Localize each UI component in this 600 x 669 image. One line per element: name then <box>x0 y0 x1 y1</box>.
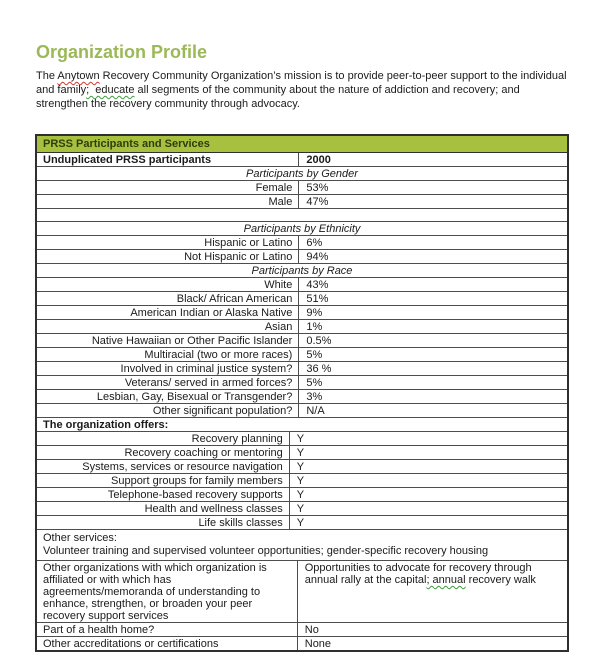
text-line: Other services: <box>43 532 117 544</box>
table-row <box>37 432 567 446</box>
misspelled-text-segment: Anytown <box>57 70 100 82</box>
table-row <box>37 181 567 195</box>
row-label: Recovery coaching or mentoring <box>37 446 290 459</box>
table-row <box>37 250 567 264</box>
text-segment: recovery walk <box>465 574 536 586</box>
row-label: Recovery planning <box>37 432 290 445</box>
table-group-participants <box>37 153 567 418</box>
table-row <box>37 264 567 278</box>
row-label: Female <box>37 181 299 194</box>
row-label: Life skills classes <box>37 516 290 529</box>
row-value: N/A <box>306 405 325 417</box>
row-value: 43% <box>306 279 329 291</box>
table-group-offers <box>37 418 567 530</box>
row-value: 51% <box>306 293 329 305</box>
row-value: Y <box>296 447 305 459</box>
table-row <box>37 236 567 250</box>
table-row <box>37 153 567 167</box>
table-row <box>37 362 567 376</box>
row-value: 0.5% <box>306 335 332 347</box>
table-row <box>37 222 567 236</box>
text-segment: all segments of the community about the nature of addiction and recovery; and strengthen the recovery community through advocacy. <box>36 84 523 110</box>
row-label: Other significant population? <box>37 404 299 417</box>
row-value: 94% <box>306 251 329 263</box>
row-label: Unduplicated PRSS participants <box>37 153 299 166</box>
misspelled-text-segment: ; annual <box>426 574 466 586</box>
prss-table <box>35 134 569 652</box>
row-value: Y <box>296 461 305 473</box>
table-row <box>37 278 567 292</box>
table-row <box>37 502 567 516</box>
row-value: Y <box>296 503 305 515</box>
row-value <box>298 561 567 622</box>
table-body <box>37 153 567 650</box>
row-label: American Indian or Alaska Native <box>37 306 299 319</box>
full-width-text <box>37 530 567 560</box>
row-label: Part of a health home? <box>37 623 298 636</box>
row-label: Other accreditations or certifications <box>37 637 298 650</box>
section-title: Participants by Ethnicity <box>243 223 361 235</box>
row-value: 3% <box>306 391 323 403</box>
table-row <box>37 376 567 390</box>
table-row <box>37 418 567 432</box>
table-row <box>37 404 567 418</box>
row-label: Native Hawaiian or Other Pacific Islander <box>37 334 299 347</box>
row-value: 9% <box>306 307 323 319</box>
text-segment: Opportunities to advocate for recovery through annual rally at the capital <box>304 562 532 586</box>
section-title: Participants by Gender <box>246 168 358 180</box>
table-row <box>37 390 567 404</box>
table-row <box>37 195 567 209</box>
table-row <box>37 334 567 348</box>
row-value: None <box>304 638 332 650</box>
row-value: 36 % <box>306 363 332 375</box>
row-value: 6% <box>306 237 323 249</box>
row-value: 5% <box>306 349 323 361</box>
table-row <box>37 474 567 488</box>
row-value: 53% <box>306 182 329 194</box>
row-value: 2000 <box>306 154 331 166</box>
text-segment: The <box>36 70 58 82</box>
row-value: Y <box>296 433 305 445</box>
table-row <box>37 488 567 502</box>
row-value: Y <box>296 517 305 529</box>
row-label: Other organizations with which organization is affiliated or with which has agreements/memoranda of understanding to enhance, strengthen, or broaden your peer recovery support services <box>37 561 298 622</box>
row-label: Veterans/ served in armed forces? <box>37 376 299 389</box>
table-row <box>37 530 567 561</box>
text-line: Volunteer training and supervised volunteer opportunities; gender-specific recovery housing <box>43 545 489 557</box>
row-label: White <box>37 278 299 291</box>
row-label: Not Hispanic or Latino <box>37 250 299 263</box>
table-row <box>37 167 567 181</box>
table-row <box>37 306 567 320</box>
table-row <box>37 516 567 530</box>
row-label: Health and wellness classes <box>37 502 290 515</box>
row-label: Telephone-based recovery supports <box>37 488 290 501</box>
table-group-other <box>37 530 567 650</box>
row-label: Systems, services or resource navigation <box>37 460 290 473</box>
table-row <box>37 446 567 460</box>
table-row <box>37 348 567 362</box>
text-segment: Recovery Community Organization’s mission is to provide peer-to-peer support to the individual and family <box>36 70 570 96</box>
table-header: PRSS Participants and Services <box>37 136 567 153</box>
table-row <box>37 623 567 637</box>
spacer-row <box>37 209 567 222</box>
row-label: Multiracial (two or more races) <box>37 348 299 361</box>
row-label: Hispanic or Latino <box>37 236 299 249</box>
row-label: Male <box>37 195 299 208</box>
row-value: Y <box>296 475 305 487</box>
row-value: 1% <box>306 321 323 333</box>
intro-paragraph <box>36 69 570 111</box>
row-value: 47% <box>306 196 329 208</box>
row-label: Involved in criminal justice system? <box>37 362 299 375</box>
misspelled-text-segment: ; educate <box>86 84 135 96</box>
section-title: Participants by Race <box>251 265 353 277</box>
table-row <box>37 637 567 650</box>
full-width-label: The organization offers: <box>43 419 169 431</box>
table-row <box>37 320 567 334</box>
row-label: Support groups for family members <box>37 474 290 487</box>
row-value: 5% <box>306 377 323 389</box>
row-value: Y <box>296 489 305 501</box>
table-row <box>37 460 567 474</box>
table-row <box>37 561 567 623</box>
row-value: No <box>304 624 319 636</box>
row-label: Lesbian, Gay, Bisexual or Transgender? <box>37 390 299 403</box>
row-label: Asian <box>37 320 299 333</box>
table-row <box>37 292 567 306</box>
page-title: Organization Profile <box>36 42 208 62</box>
row-label: Black/ African American <box>37 292 299 305</box>
